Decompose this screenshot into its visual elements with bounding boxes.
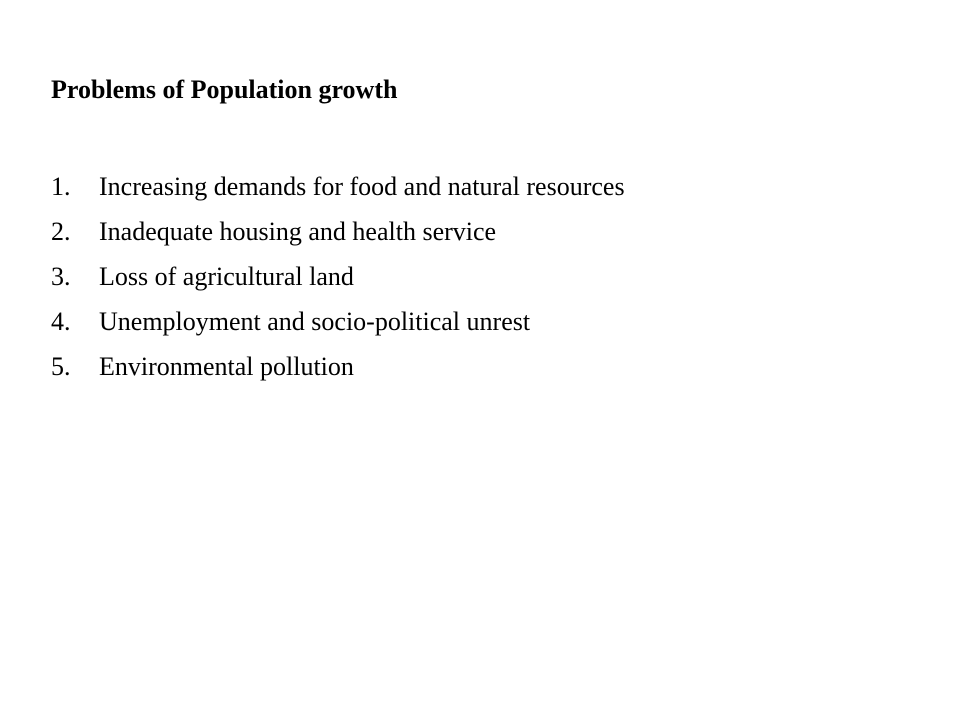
list-item (51, 254, 625, 299)
list-item-number: 3. (51, 262, 71, 291)
list-item (51, 209, 625, 254)
slide-title: Problems of Population growth (51, 75, 398, 104)
list-item (51, 299, 625, 344)
list-item-text: Increasing demands for food and natural resources (99, 172, 625, 201)
list-item-number: 5. (51, 352, 71, 381)
list-item-text: Environmental pollution (99, 352, 354, 381)
list-item (51, 164, 625, 209)
list-item (51, 344, 625, 389)
list-item-text: Unemployment and socio-political unrest (99, 307, 531, 336)
problems-list (51, 164, 625, 389)
list-item-text: Inadequate housing and health service (99, 217, 497, 246)
list-item-number: 1. (51, 172, 71, 201)
list-item-text: Loss of agricultural land (99, 262, 354, 291)
list-item-number: 2. (51, 217, 71, 246)
list-item-number: 4. (51, 307, 71, 336)
